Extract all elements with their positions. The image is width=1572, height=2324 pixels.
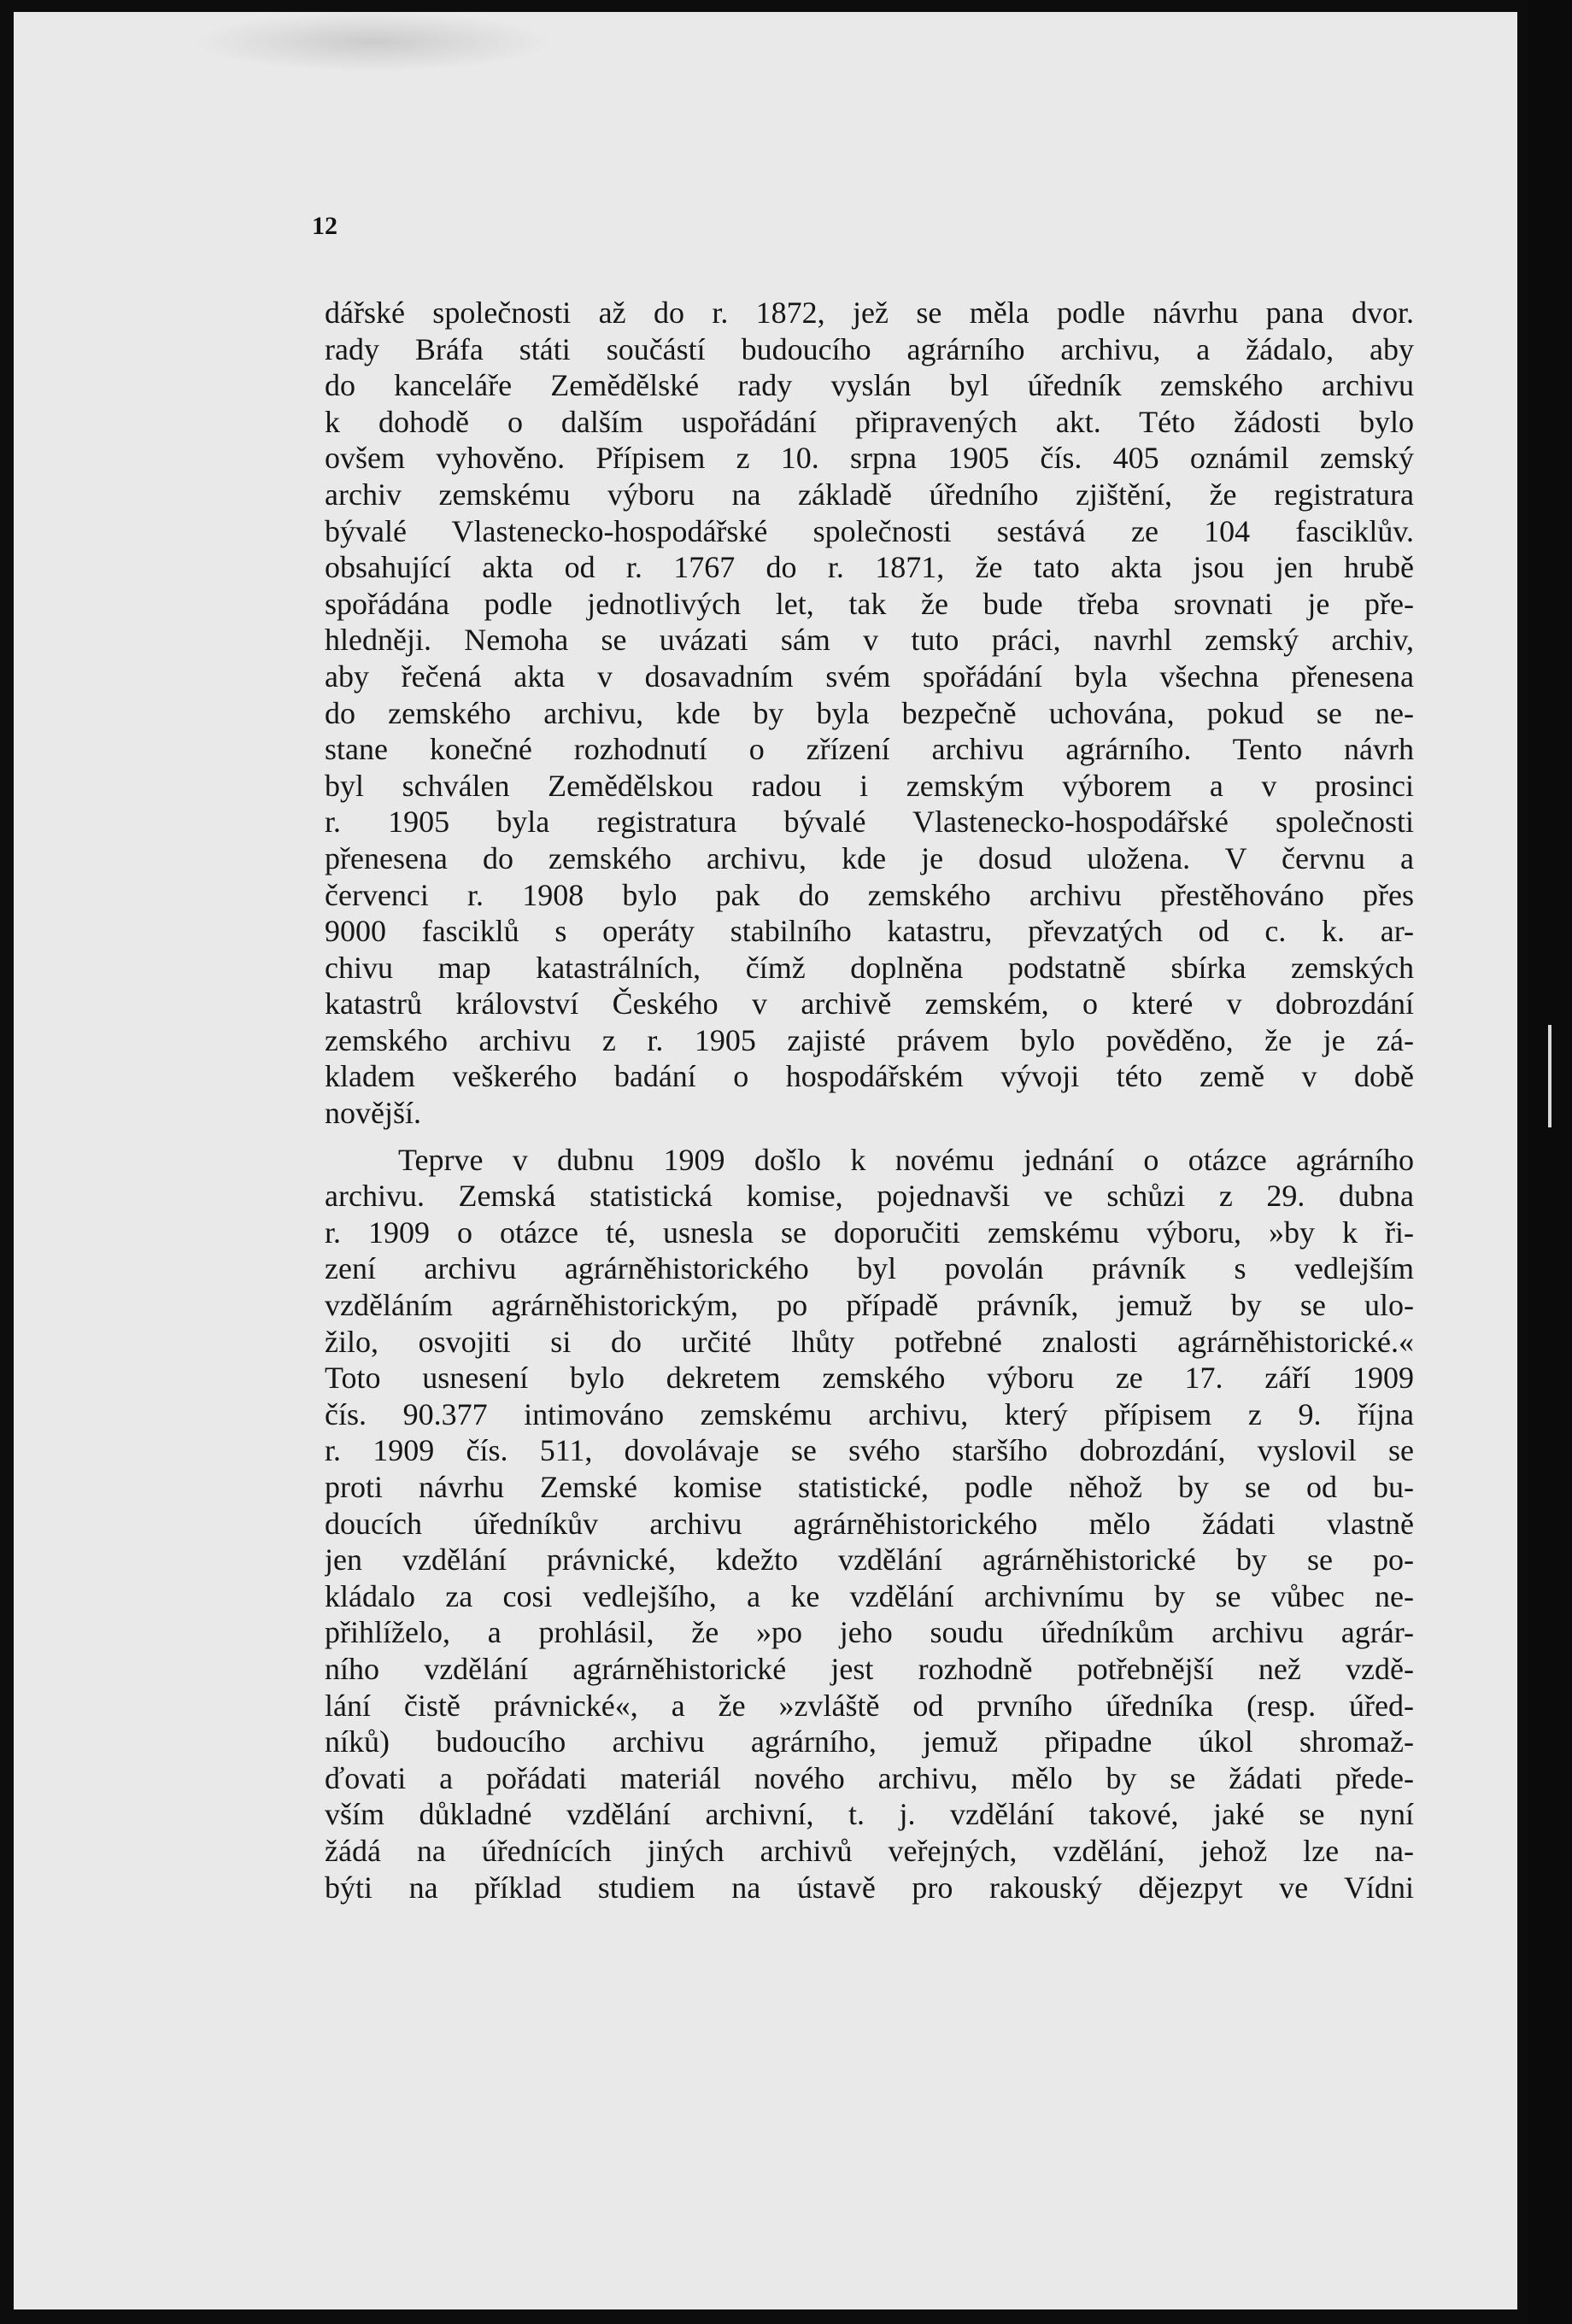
text-line: ního vzdělání agrárněhistorické jest rozhodně potřebnější než vzdě- <box>325 1651 1414 1686</box>
text-line: dářské společnosti až do r. 1872, jež se měla podle návrhu pana dvor. <box>325 296 1414 330</box>
text-line: r. 1905 byla registratura bývalé Vlastenecko-hospodářské společnosti <box>325 805 1414 840</box>
text-line: vším důkladné vzdělání archivní, t. j. vzdělání takové, jaké se nyní <box>325 1797 1414 1832</box>
text-line: chivu map katastrálních, čímž doplněna podstatně sbírka zemských <box>325 950 1414 985</box>
text-line: stane konečné rozhodnutí o zřízení archivu agrárního. Tento návrh <box>325 732 1414 767</box>
text-line: Toto usnesení bylo dekretem zemského výboru ze 17. září 1909 <box>325 1361 1414 1396</box>
text-line: novější. <box>325 1096 421 1131</box>
text-line: obsahující akta od r. 1767 do r. 1871, že tato akta jsou jen hrubě <box>325 550 1414 585</box>
text-line: katastrů království Českého v archivě zemském, o které v dobrozdání <box>325 986 1414 1022</box>
text-line: čís. 90.377 intimováno zemskému archivu, který přípisem z 9. října <box>325 1396 1414 1431</box>
text-line: vzděláním agrárněhistorickým, po případě právník, jemuž by se ulo- <box>325 1288 1414 1323</box>
scan-edge-mark <box>1548 1025 1551 1127</box>
text-line: jen vzdělání právnické, kdežto vzdělání agrárněhistorické by se po- <box>325 1543 1414 1578</box>
text-line: přenesena do zemského archivu, kde je dosud uložena. V červnu a <box>325 840 1414 875</box>
text-line: byl schválen Zemědělskou radou i zemským výborem a v prosinci <box>325 768 1414 803</box>
paragraph-1 <box>325 295 1414 1132</box>
text-line: žilo, osvojiti si do určité lhůty potřebné znalosti agrárněhistorické.« <box>325 1324 1414 1359</box>
text-line: do kanceláře Zemědělské rady vyslán byl úředník zemského archivu <box>325 368 1414 403</box>
text-line: přihlíželo, a prohlásil, že »po jeho soudu úředníkům archivu agrár- <box>325 1615 1414 1650</box>
text-line: žádá na úřednících jiných archivů veřejných, vzdělání, jehož lze na- <box>325 1833 1414 1868</box>
text-line: aby řečená akta v dosavadním svém spořádání byla všechna přenesena <box>325 659 1414 694</box>
text-line: r. 1909 čís. 511, dovolávaje se svého staršího dobrozdání, vyslovil se <box>325 1433 1414 1468</box>
text-line: kládalo za cosi vedlejšího, a ke vzdělání archivnímu by se vůbec ne- <box>325 1578 1414 1613</box>
page-number: 12 <box>312 212 337 240</box>
scan-smudge <box>193 12 552 72</box>
text-line: zemského archivu z r. 1905 zajisté právem bylo pověděno, že je zá- <box>325 1022 1414 1057</box>
paragraph-2 <box>325 1142 1414 1905</box>
text-line: ďovati a pořádati materiál nového archivu, mělo by se žádati přede- <box>325 1760 1414 1795</box>
text-line: do zemského archivu, kde by byla bezpečně uchována, pokud se ne- <box>325 695 1414 730</box>
text-line: červenci r. 1908 bylo pak do zemského archivu přestěhováno přes <box>325 877 1414 912</box>
text-line: ovšem vyhověno. Přípisem z 10. srpna 1905 čís. 405 oznámil zemský <box>325 441 1414 476</box>
text-line: k dohodě o dalším uspořádání připravených akt. Této žádosti bylo <box>325 404 1414 439</box>
scan-right-edge <box>1529 0 1572 2324</box>
text-line: r. 1909 o otázce té, usnesla se doporučiti zemskému výboru, »by k ři- <box>325 1215 1414 1250</box>
body-text <box>325 295 1414 1916</box>
text-line: býti na příklad studiem na ústavě pro rakouský dějezpyt ve Vídni <box>325 1870 1414 1905</box>
text-line: lání čistě právnické«, a že »zvláště od prvního úředníka (resp. úřed- <box>325 1688 1414 1723</box>
text-line: zení archivu agrárněhistorického byl povolán právník s vedlejším <box>325 1251 1414 1286</box>
text-line: bývalé Vlastenecko-hospodářské společnosti sestává ze 104 fasciklův. <box>325 513 1414 548</box>
text-line: Teprve v dubnu 1909 došlo k novému jednání o otázce agrárního <box>398 1142 1414 1177</box>
text-line: archiv zemskému výboru na základě úředního zjištění, že registratura <box>325 477 1414 512</box>
text-line: 9000 fasciklů s operáty stabilního katastru, převzatých od c. k. ar- <box>325 914 1414 949</box>
text-line: hledněji. Nemoha se uvázati sám v tuto práci, navrhl zemský archiv, <box>325 623 1414 658</box>
text-line: kladem veškerého badání o hospodářském vývoji této země v době <box>325 1059 1414 1094</box>
text-line: rady Bráfa státi součástí budoucího agrárního archivu, a žádalo, aby <box>325 331 1414 366</box>
text-line: níků) budoucího archivu agrárního, jemuž připadne úkol shromaž- <box>325 1724 1414 1759</box>
text-line: doucích úředníkův archivu agrárněhistorického mělo žádati vlastně <box>325 1506 1414 1541</box>
text-line: spořádána podle jednotlivých let, tak že bude třeba srovnati je pře- <box>325 586 1414 621</box>
text-line: archivu. Zemská statistická komise, pojednavši ve schůzi z 29. dubna <box>325 1179 1414 1214</box>
text-line: proti návrhu Zemské komise statistické, podle něhož by se od bu- <box>325 1470 1414 1504</box>
